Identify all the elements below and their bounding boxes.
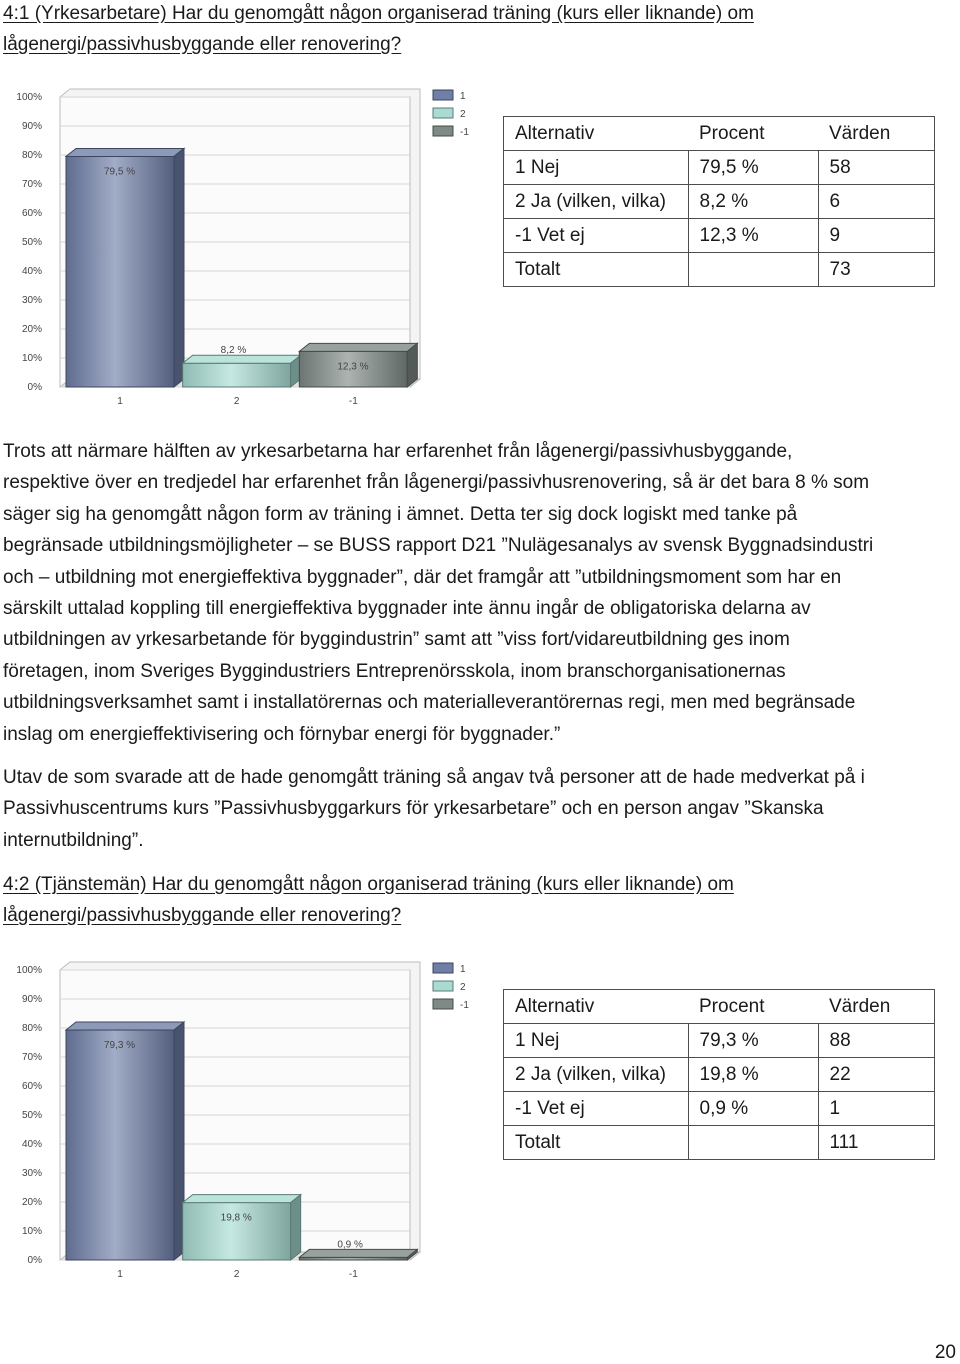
y-tick-label: 70% [21,179,42,190]
cell-procent [688,1126,818,1160]
cell-procent: 19,8 % [688,1058,818,1092]
bar-side [407,343,417,387]
cell-alternativ: 2 Ja (vilken, vilka) [504,185,689,219]
bar-chart-4-2 [8,953,478,1285]
body-paragraph-1 [3,436,953,750]
legend-label: 2 [460,982,466,993]
heading-line: lågenergi/passivhusbyggande eller renovering? [3,905,402,926]
x-tick-label: 1 [117,396,123,407]
legend-label: -1 [460,1000,469,1011]
cell-alternativ: -1 Vet ej [504,1092,689,1126]
y-tick-label: 50% [21,237,42,248]
bar [183,1203,291,1260]
legend-label: 1 [460,964,466,975]
cell-alternativ: 1 Nej [504,151,689,185]
y-tick-label: 10% [21,1226,42,1237]
legend-swatch [433,963,453,973]
cell-varden: 111 [818,1126,935,1160]
header-alternativ: Alternativ [504,990,689,1024]
cell-varden: 88 [818,1024,935,1058]
cell-alternativ: -1 Vet ej [504,219,689,253]
table-row [504,1058,935,1092]
table-header-row [504,990,935,1024]
cell-procent: 0,9 % [688,1092,818,1126]
cell-procent: 79,5 % [688,151,818,185]
x-tick-label: 1 [117,1269,123,1280]
cell-alternativ: Totalt [504,253,689,287]
header-varden: Värden [818,117,935,151]
cell-varden: 6 [818,185,935,219]
results-table-4-1 [503,116,935,287]
y-tick-label: 40% [21,266,42,277]
header-varden: Värden [818,990,935,1024]
header-procent: Procent [688,117,818,151]
section-heading-4-1 [3,0,903,60]
y-tick-label: 80% [21,1023,42,1034]
body-paragraph-2 [3,762,953,856]
results-table-4-2 [503,989,935,1160]
bar-top [66,148,184,156]
data-label: 79,5 % [104,166,136,178]
cell-varden: 73 [818,253,935,287]
heading-line: 4:2 (Tjänstemän) Har du genomgått någon organiserad träning (kurs eller liknande) om [3,874,734,895]
y-tick-label: 60% [21,208,42,219]
y-tick-label: 0% [27,1255,42,1266]
heading-line: 4:1 (Yrkesarbetare) Har du genomgått någon organiserad träning (kurs eller liknande) om [3,3,754,24]
bar-top [183,1195,301,1203]
chart-svg [8,80,478,412]
table-header-row [504,117,935,151]
y-tick-label: 20% [21,1197,42,1208]
table-row-total [504,253,935,287]
cell-varden: 1 [818,1092,935,1126]
y-tick-label: 40% [21,1139,42,1150]
x-tick-label: 2 [233,396,240,407]
header-procent: Procent [688,990,818,1024]
data-label: 19,8 % [220,1212,252,1224]
cell-varden: 9 [818,219,935,253]
table-row [504,185,935,219]
cell-alternativ: 1 Nej [504,1024,689,1058]
bar-top [299,343,417,351]
bar-side [174,148,184,387]
cell-procent [688,253,818,287]
table-row [504,1024,935,1058]
y-tick-label: 0% [27,382,42,393]
header-alternativ: Alternativ [504,117,689,151]
cell-alternativ: Totalt [504,1126,689,1160]
text-line: internutbildning”. [3,829,144,851]
section-heading-4-2 [3,869,903,931]
heading-line: lågenergi/passivhusbyggande eller renovering? [3,34,402,55]
text-line: utbildningsverksamhet samt i installatörernas och materialleverantörernas regi, men med begränsade [3,692,856,714]
legend-label: 2 [460,109,466,120]
y-tick-label: 90% [21,121,42,132]
y-tick-label: 30% [21,1168,42,1179]
table-row [504,1092,935,1126]
y-tick-label: 80% [21,150,42,161]
legend-swatch [433,108,453,118]
cell-procent: 8,2 % [688,185,818,219]
bar [66,1030,174,1260]
text-line: Passivhuscentrums kurs ”Passivhusbyggarkurs för yrkesarbetare” och en person angav ”Skanska [3,798,824,820]
y-tick-label: 100% [16,92,42,103]
text-line: särskilt uttalad koppling till energieffektiva byggnader inte ännu ingår de obligatoriska delarna av [3,598,811,620]
bar-top [66,1022,184,1030]
bar-chart-4-1 [8,80,478,412]
x-tick-label: 2 [233,1269,240,1280]
cell-varden: 22 [818,1058,935,1092]
bar [66,156,174,387]
page-number: 20 [934,1342,956,1363]
bar-top [299,1249,417,1257]
bar-side [291,1195,301,1260]
chart-svg [8,953,478,1285]
text-line: begränsade utbildningsmöjligheter – se BUSS rapport D21 ”Nulägesanalys av svensk Byggnadsindustri [3,535,874,557]
text-line: respektive över en tredjedel har erfarenhet från lågenergi/passivhusrenovering, så är det bara 8 % som [3,472,870,494]
y-tick-label: 20% [21,324,42,335]
bar-top [183,355,301,363]
bar [183,363,291,387]
x-tick-label: -1 [348,396,358,407]
text-line: Utav de som svarade att de hade genomgått träning så angav två personer att de hade medverkat på i [3,767,865,788]
table-row [504,151,935,185]
data-label: 0,9 % [337,1239,363,1251]
text-line: företagen, inom Sveriges Byggindustriers Entreprenörsskola, inom branschorganisationernas [3,660,786,682]
y-tick-label: 10% [21,353,42,364]
text-line: och – utbildning mot energieffektiva byggnader”, där det framgår att ”utbildningsmoment som har en [3,566,842,588]
y-tick-label: 100% [16,965,42,976]
legend-swatch [433,999,453,1009]
cell-procent: 79,3 % [688,1024,818,1058]
text-line: säger sig ha genomgått någon form av träning i ämnet. Detta ter sig dock logiskt med tanke på [3,503,798,525]
cell-procent: 12,3 % [688,219,818,253]
y-tick-label: 30% [21,295,42,306]
data-label: 12,3 % [337,361,369,373]
cell-alternativ: 2 Ja (vilken, vilka) [504,1058,689,1092]
y-tick-label: 70% [21,1052,42,1063]
legend-swatch [433,981,453,991]
data-label: 8,2 % [220,345,247,357]
x-tick-label: -1 [348,1269,358,1280]
cell-varden: 58 [818,151,935,185]
data-label: 79,3 % [104,1040,136,1052]
legend-label: -1 [460,127,469,138]
text-line: inslag om energieffektivisering och förnybar energi för byggnader.” [3,723,561,745]
legend-swatch [433,90,453,100]
y-tick-label: 60% [21,1081,42,1092]
text-line: Trots att närmare hälften av yrkesarbetarna har erfarenhet från lågenergi/passivhusbyggande, [3,441,793,462]
table-row [504,219,935,253]
legend-swatch [433,126,453,136]
table-row-total [504,1126,935,1160]
legend-label: 1 [460,91,466,102]
y-tick-label: 50% [21,1110,42,1121]
text-line: utbildningen av yrkesarbetande för byggindustrin” samt att ”viss fort/vidareutbildning ges inom [3,629,790,651]
y-tick-label: 90% [21,994,42,1005]
